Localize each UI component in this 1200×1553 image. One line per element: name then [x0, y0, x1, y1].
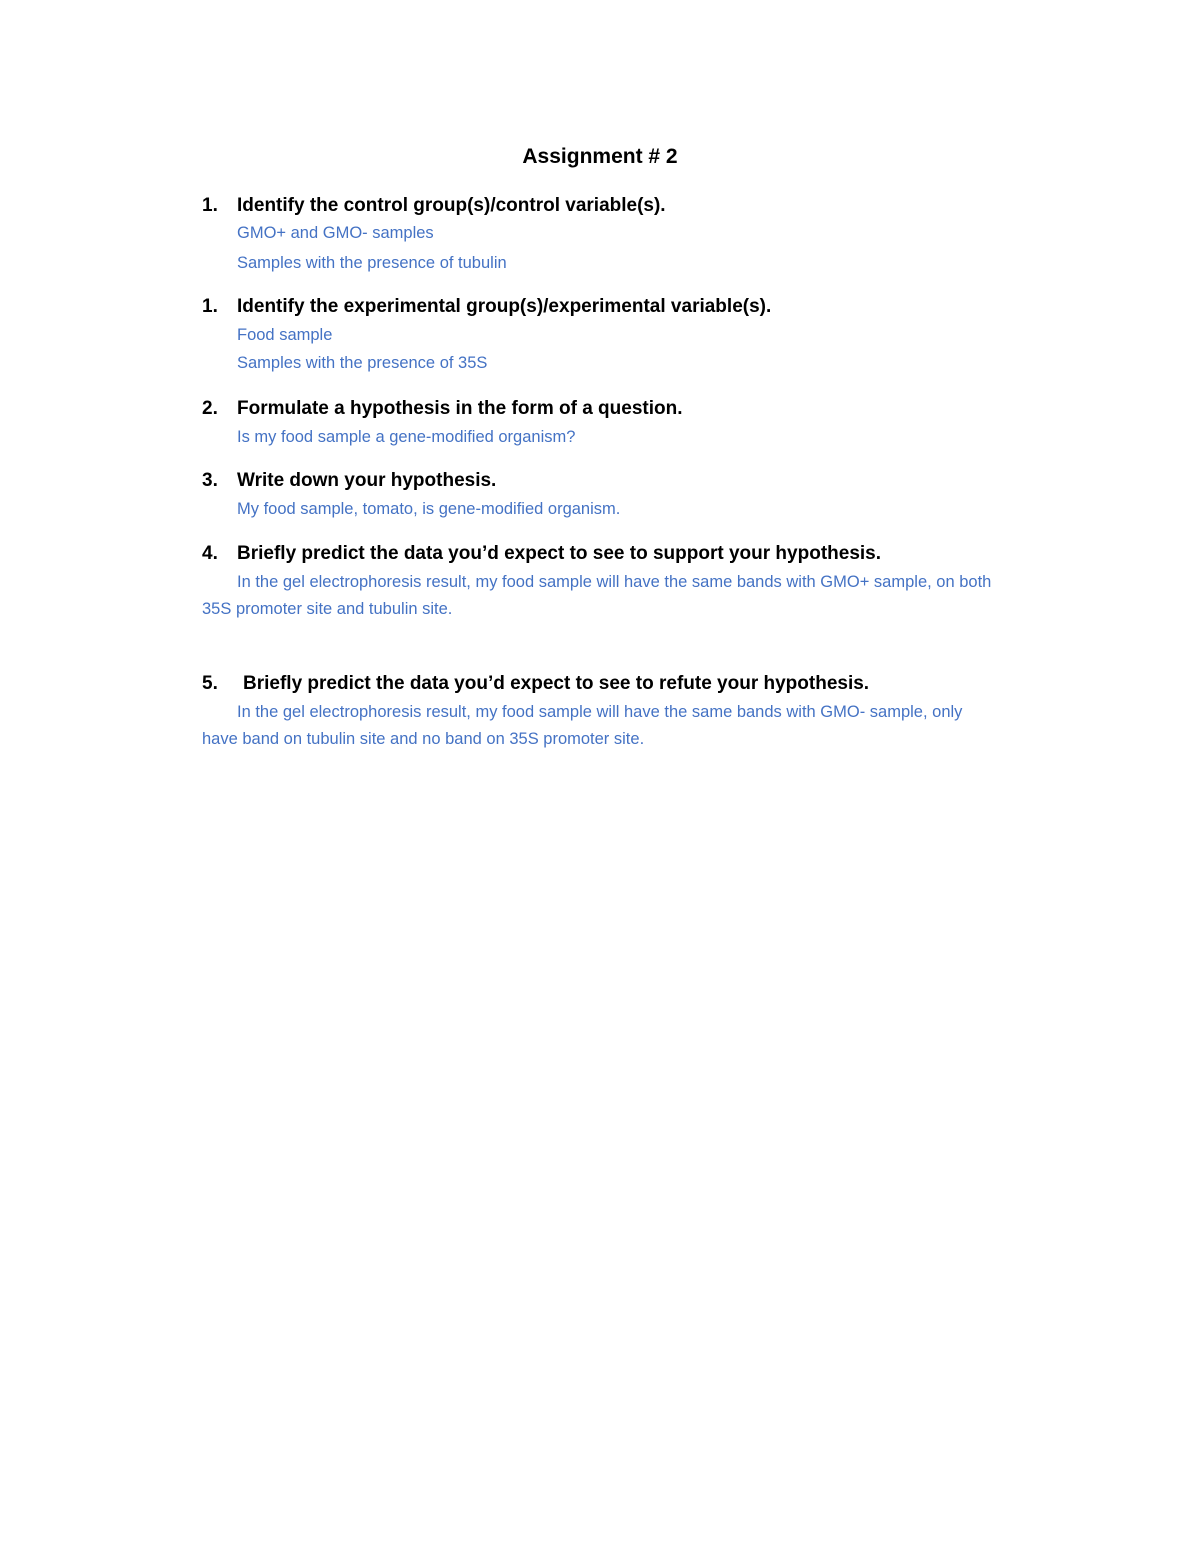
question-6 [202, 671, 1022, 697]
question-number: 4. [202, 543, 218, 564]
answer-1a: GMO+ and GMO- samples [237, 224, 434, 242]
answer-4: My food sample, tomato, is gene-modified organism. [237, 500, 621, 518]
question-5 [202, 541, 1022, 567]
question-text: Write down your hypothesis. [237, 470, 497, 491]
answer-6: In the gel electrophoresis result, my food sample will have the same bands with GMO- sample, only have band on tubulin site and no band on 35S promoter site. [202, 703, 963, 748]
question-number: 2. [202, 398, 218, 419]
question-number: 1. [202, 195, 218, 216]
answer-3: Is my food sample a gene-modified organism? [237, 428, 576, 446]
answer-2a: Food sample [237, 326, 333, 344]
question-text: Briefly predict the data you’d expect to see to refute your hypothesis. [243, 673, 870, 694]
question-2 [202, 294, 1022, 320]
question-text: Formulate a hypothesis in the form of a question. [237, 398, 683, 419]
question-3 [202, 396, 1022, 422]
answer-1b: Samples with the presence of tubulin [237, 254, 507, 272]
answer-2b: Samples with the presence of 35S [237, 354, 488, 372]
question-text: Briefly predict the data you’d expect to see to support your hypothesis. [237, 543, 882, 564]
question-text: Identify the control group(s)/control variable(s). [237, 195, 666, 216]
question-number: 3. [202, 470, 218, 491]
question-4 [202, 468, 1022, 494]
question-1 [202, 193, 1022, 219]
question-number: 1. [202, 296, 218, 317]
document-title: Assignment # 2 [522, 145, 678, 168]
question-text: Identify the experimental group(s)/experimental variable(s). [237, 296, 772, 317]
answer-5: In the gel electrophoresis result, my food sample will have the same bands with GMO+ sample, on both 35S promoter site and tubulin site. [202, 573, 992, 618]
question-number: 5. [202, 673, 218, 694]
